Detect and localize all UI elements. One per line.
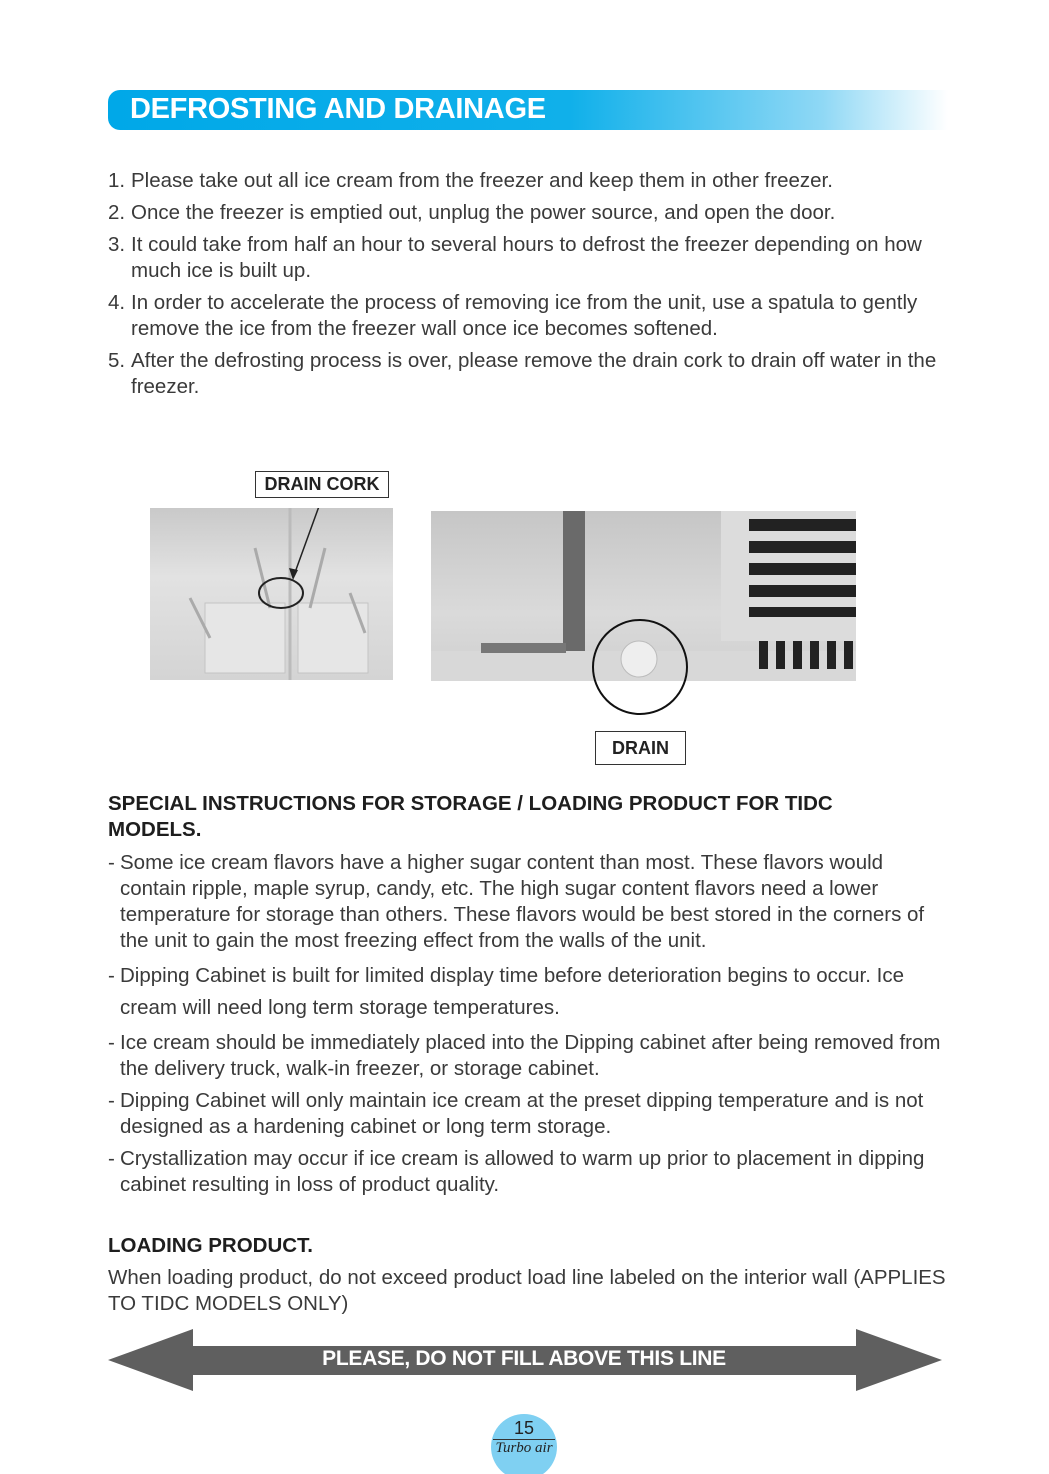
step-number: 3. bbox=[108, 233, 126, 256]
step-number: 5. bbox=[108, 349, 126, 372]
section-title: DEFROSTING AND DRAINAGE bbox=[130, 93, 546, 125]
instruction-item bbox=[108, 850, 948, 954]
fill-line-warning: PLEASE, DO NOT FILL ABOVE THIS LINE bbox=[322, 1347, 726, 1370]
step-text: Please take out all ice cream from the freezer and keep them in other freezer. bbox=[131, 169, 833, 192]
step-text: In order to accelerate the process of removing ice from the unit, use a spatula to gently remove the ice from the freezer wall once ice becomes softened. bbox=[131, 291, 918, 340]
step-text: Once the freezer is emptied out, unplug the power source, and open the door. bbox=[131, 201, 836, 224]
step-number: 4. bbox=[108, 291, 126, 314]
special-instructions-heading: SPECIAL INSTRUCTIONS FOR STORAGE / LOADING PRODUCT FOR TIDC MODELS. bbox=[108, 792, 833, 841]
step-item bbox=[108, 348, 948, 400]
step-number: 1. bbox=[108, 169, 126, 192]
brand-logo: Turbo air bbox=[495, 1440, 553, 1456]
dash: - bbox=[108, 851, 115, 874]
page-number: 15 bbox=[513, 1418, 535, 1438]
section-banner bbox=[108, 90, 948, 130]
instruction-item bbox=[108, 1030, 948, 1082]
instruction-text: Dipping Cabinet is built for limited display time before deterioration begins to occur. Ice cream will need long term storage temperatures. bbox=[120, 964, 904, 1019]
defrost-steps bbox=[108, 168, 948, 406]
step-item bbox=[108, 168, 948, 194]
dash: - bbox=[108, 1031, 115, 1054]
page-footer-badge bbox=[491, 1414, 557, 1474]
freezer-interior-photo bbox=[150, 508, 393, 680]
step-text: After the defrosting process is over, please remove the drain cork to drain off water in the freezer. bbox=[131, 349, 937, 398]
dash: - bbox=[108, 1089, 115, 1112]
step-number: 2. bbox=[108, 201, 126, 224]
freezer-interior-illustration bbox=[150, 508, 393, 680]
instruction-text: Some ice cream flavors have a higher sugar content than most. These flavors would contain ripple, maple syrup, candy, etc. The high sugar content flavors need a lower temperature for storage than others. These flavors would be best stored in the corners of the unit to gain the most freezing effect from the walls of the unit. bbox=[120, 851, 925, 952]
dash: - bbox=[108, 1147, 115, 1170]
instruction-item bbox=[108, 1088, 948, 1140]
drain-highlight-circle bbox=[590, 618, 692, 718]
instruction-item bbox=[108, 960, 948, 1024]
instruction-item bbox=[108, 1146, 948, 1198]
loading-product-text: When loading product, do not exceed product load line labeled on the interior wall (APPLIES TO TIDC MODELS ONLY) bbox=[108, 1266, 946, 1315]
loading-product-heading: LOADING PRODUCT. bbox=[108, 1234, 313, 1257]
drain-label: DRAIN bbox=[595, 731, 686, 765]
step-item bbox=[108, 200, 948, 226]
step-item bbox=[108, 232, 948, 284]
step-item bbox=[108, 290, 948, 342]
instruction-text: Dipping Cabinet will only maintain ice cream at the preset dipping temperature and is not designed as a hardening cabinet or long term storage. bbox=[120, 1089, 924, 1138]
instruction-text: Ice cream should be immediately placed into the Dipping cabinet after being removed from the delivery truck, walk-in freezer, or storage cabinet. bbox=[120, 1031, 941, 1080]
special-instructions-list bbox=[108, 850, 948, 1204]
drain-cork-label: DRAIN CORK bbox=[255, 471, 389, 498]
step-text: It could take from half an hour to several hours to defrost the freezer depending on how much ice is built up. bbox=[131, 233, 922, 282]
instruction-text: Crystallization may occur if ice cream is allowed to warm up prior to placement in dipping cabinet resulting in loss of product quality. bbox=[120, 1147, 925, 1196]
dash: - bbox=[108, 964, 115, 987]
